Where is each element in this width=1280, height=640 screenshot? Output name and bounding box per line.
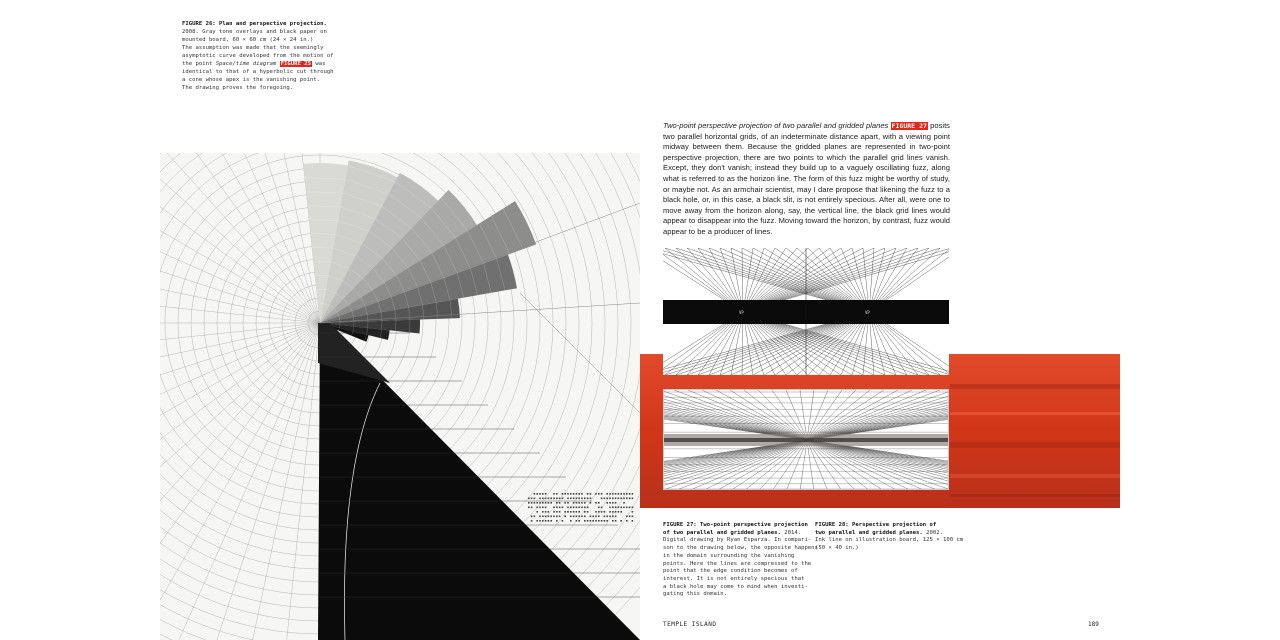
- annotation-dot: [562, 493, 564, 495]
- annotation-dot: [584, 516, 586, 518]
- radial-line: [160, 323, 320, 533]
- annotation-dot: [539, 507, 541, 509]
- annotation-dot: [584, 502, 586, 504]
- grid-line: [807, 390, 949, 440]
- annotation-dot: [570, 507, 572, 509]
- grid-line: [664, 390, 807, 440]
- annotation-dot: [584, 507, 586, 509]
- caption-line: points. Here the lines are compressed to the: [663, 560, 812, 567]
- grid-line: [800, 390, 807, 440]
- annotation-dot: [567, 511, 569, 513]
- annotation-dot: [548, 502, 550, 504]
- annotation-dot: [623, 498, 625, 500]
- annotation-dot: [615, 502, 617, 504]
- annotation-dot: [587, 498, 589, 500]
- annotation-dot: [576, 493, 578, 495]
- annotation-dot: [620, 507, 622, 509]
- annotation-dot: [609, 502, 611, 504]
- annotation-dot: [562, 507, 564, 509]
- annotation-dot: [548, 511, 550, 513]
- annotation-dot: [567, 502, 569, 504]
- annotation-dot: [626, 493, 628, 495]
- annotation-dot: [536, 507, 538, 509]
- annotation-dot: [581, 493, 583, 495]
- annotation-dot: [615, 493, 617, 495]
- radial-line: [160, 153, 320, 323]
- figure-27-caption: FIGURE 27: Two-point perspective projection of two parallel and gridded planes. 2014. Digital drawing by Ryan Esparza. In compari- son to the drawing below, the opposite happens in the domain surrounding the vanishing points. Here the lines are compressed to the point that the edge condition becomes of interest. It is not entirely specious that a black hole may come to mind when investi- gating this domain.: [663, 522, 818, 598]
- grid-line: [664, 390, 807, 440]
- annotation-dot: [545, 507, 547, 509]
- annotation-dot: [604, 516, 606, 518]
- annotation-dot: [604, 520, 606, 522]
- grid-line: [664, 390, 807, 440]
- annotation-dot: [576, 520, 578, 522]
- annotation-dot: [632, 516, 634, 518]
- annotation-dot: [587, 493, 589, 495]
- radial-line: [160, 153, 320, 323]
- annotation-dot: [534, 502, 536, 504]
- annotation-dot: [598, 520, 600, 522]
- radial-line: [160, 153, 320, 323]
- annotation-dot: [567, 493, 569, 495]
- annotation-dot: [626, 516, 628, 518]
- annotation-dot: [587, 507, 589, 509]
- annotation-dot: [612, 507, 614, 509]
- annotation-dot: [623, 502, 625, 504]
- annotation-dot: [595, 493, 597, 495]
- annotation-dot: [576, 516, 578, 518]
- annotation-dot: [576, 498, 578, 500]
- annotation-dot: [553, 498, 555, 500]
- annotation-dot: [576, 511, 578, 513]
- radial-line: [160, 153, 320, 323]
- annotation-dot: [618, 507, 620, 509]
- annotation-dot: [550, 498, 552, 500]
- annotation-dot: [606, 516, 608, 518]
- horizon-core: [664, 438, 949, 442]
- radial-line: [160, 323, 320, 640]
- grid-line: [807, 390, 949, 440]
- grid-line: [807, 390, 949, 440]
- annotation-dot: [573, 516, 575, 518]
- caption-line: asymptotic curve developed from the motion of: [182, 53, 334, 59]
- grid-line: [664, 390, 807, 440]
- annotation-dot: [564, 502, 566, 504]
- annotation-dot: [534, 498, 536, 500]
- annotation-dot: [559, 516, 561, 518]
- essay-paragraph: [663, 121, 950, 238]
- annotation-dot: [632, 520, 634, 522]
- annotation-dot: [578, 502, 580, 504]
- annotation-dot: [598, 511, 600, 513]
- annotation-dot: [578, 511, 580, 513]
- annotation-dot: [609, 493, 611, 495]
- annotation-dot: [629, 507, 631, 509]
- annotation-dot: [567, 498, 569, 500]
- caption-line: son to the drawing below, the opposite happens: [663, 545, 818, 552]
- caption-line: 2008. Gray tone overlays and black paper on: [182, 29, 327, 35]
- annotation-dot: [556, 493, 558, 495]
- annotation-dot: [556, 498, 558, 500]
- annotation-dot: [578, 493, 580, 495]
- radial-line: [160, 153, 320, 323]
- annotation-dot: [550, 520, 552, 522]
- annotation-dot: [564, 516, 566, 518]
- grid-line: [664, 390, 807, 440]
- caption-line-with-ref: the point Space/time diagram FIGURE 25 was: [182, 61, 326, 67]
- vp-label-left: VP: [739, 310, 744, 315]
- grid-line: [664, 390, 807, 440]
- radial-line: [160, 153, 320, 323]
- annotation-dot: [528, 498, 530, 500]
- annotation-dot: [620, 493, 622, 495]
- figure-28-title: FIGURE 28: Perspective projection of: [815, 522, 937, 528]
- annotation-dot: [590, 498, 592, 500]
- figure-28-caption: FIGURE 28: Perspective projection of two parallel and gridded planes. 2002. Ink line on illustration board, 125 × 100 cm (50 × 40 in.): [815, 522, 964, 552]
- figure-27-title: FIGURE 27: Two-point perspective projection: [663, 522, 808, 528]
- figure-26-drawing: [160, 153, 640, 640]
- radial-line: [160, 153, 320, 323]
- annotation-dot: [542, 493, 544, 495]
- annotation-dot: [542, 516, 544, 518]
- annotation-dot: [562, 520, 564, 522]
- annotation-dot: [531, 498, 533, 500]
- annotation-dot: [587, 511, 589, 513]
- annotation-dot: [618, 498, 620, 500]
- annotation-dot: [553, 511, 555, 513]
- annotation-dot: [542, 498, 544, 500]
- annotation-dot: [576, 502, 578, 504]
- annotation-dot: [606, 520, 608, 522]
- figure-28-title-cont: two parallel and gridded planes.: [815, 529, 923, 536]
- figure-26-title: FIGURE 26: Plan and perspective projection.: [182, 21, 327, 27]
- annotation-dot: [559, 511, 561, 513]
- grid-line: [674, 390, 807, 440]
- annotation-dot: [615, 511, 617, 513]
- annotation-dot: [550, 502, 552, 504]
- annotation-dot: [556, 507, 558, 509]
- figure-27-title-cont: of two parallel and gridded planes.: [663, 529, 781, 536]
- annotation-dot: [539, 493, 541, 495]
- annotation-dot: [548, 516, 550, 518]
- radial-line: [190, 323, 320, 640]
- annotation-dot: [626, 498, 628, 500]
- annotation-dot: [559, 507, 561, 509]
- annotation-dot: [578, 498, 580, 500]
- grid-line: [664, 390, 807, 440]
- annotation-dot: [536, 502, 538, 504]
- grid-line: [807, 390, 949, 440]
- annotation-dot: [539, 516, 541, 518]
- grid-line: [807, 390, 949, 440]
- annotation-dot: [612, 498, 614, 500]
- annotation-dot: [609, 498, 611, 500]
- annotation-dot: [531, 502, 533, 504]
- annotation-dot: [612, 502, 614, 504]
- annotation-dot: [556, 520, 558, 522]
- caption-line: (50 × 40 in.): [815, 545, 859, 552]
- annotation-dot: [615, 520, 617, 522]
- annotation-dot: [531, 507, 533, 509]
- grid-line: [807, 390, 870, 440]
- caption-line: identical to that of a hyperbolic cut through: [182, 69, 334, 75]
- caption-line: in the domain surrounding the vanishing: [663, 552, 795, 559]
- annotation-dot: [584, 511, 586, 513]
- annotation-dot: [609, 516, 611, 518]
- annotation-dot: [573, 498, 575, 500]
- grid-line: [664, 390, 807, 440]
- annotation-dot: [556, 511, 558, 513]
- figure-reference: FIGURE 27: [891, 122, 927, 130]
- annotation-dot: [606, 498, 608, 500]
- essay-italic-lead: Two-point perspective projection of two parallel and gridded planes: [663, 121, 889, 130]
- radial-line: [160, 323, 320, 640]
- annotation-dot: [542, 502, 544, 504]
- annotation-dot: [573, 493, 575, 495]
- annotation-dot: [573, 502, 575, 504]
- figure-26-caption: [182, 20, 332, 92]
- annotation-dot: [629, 516, 631, 518]
- annotation-dot: [595, 520, 597, 522]
- annotation-dot: [536, 493, 538, 495]
- annotation-dot: [564, 511, 566, 513]
- annotation-dot: [550, 516, 552, 518]
- annotation-dot: [536, 520, 538, 522]
- annotation-dot: [578, 520, 580, 522]
- annotation-dot: [629, 498, 631, 500]
- annotation-dot: [581, 507, 583, 509]
- annotation-dot: [595, 511, 597, 513]
- annotation-dot: [612, 520, 614, 522]
- annotation-dot: [601, 511, 603, 513]
- annotation-dot: [576, 507, 578, 509]
- annotation-dot: [612, 511, 614, 513]
- radial-line: [160, 323, 320, 570]
- grid-line: [807, 390, 940, 440]
- annotation-dot: [612, 493, 614, 495]
- vp-label-right: VP: [865, 310, 870, 315]
- annotation-dot: [559, 502, 561, 504]
- annotation-dot: [606, 502, 608, 504]
- annotation-dot: [534, 516, 536, 518]
- annotation-dot: [570, 493, 572, 495]
- grid-line: [807, 390, 949, 440]
- figure-27-image: [663, 248, 949, 375]
- annotation-dot: [587, 520, 589, 522]
- annotation-dot: [590, 502, 592, 504]
- annotation-dot: [592, 516, 594, 518]
- caption-line: The drawing proves the foregoing.: [182, 85, 294, 91]
- annotation-dot: [601, 520, 603, 522]
- annotation-dot: [604, 511, 606, 513]
- annotation-dot: [609, 507, 611, 509]
- grid-line: [664, 390, 807, 440]
- annotation-dot: [562, 498, 564, 500]
- figure-reference: FIGURE 25: [280, 61, 311, 67]
- annotation-dot: [626, 520, 628, 522]
- grid-line: [807, 390, 814, 440]
- annotation-dot: [618, 493, 620, 495]
- annotation-dot: [545, 493, 547, 495]
- caption-line: gating this domain.: [663, 591, 727, 598]
- annotation-dot: [626, 507, 628, 509]
- radial-line: [160, 153, 320, 323]
- annotation-dot: [629, 493, 631, 495]
- annotation-dot: [539, 502, 541, 504]
- annotation-dot: [606, 493, 608, 495]
- annotation-dot: [539, 498, 541, 500]
- annotation-dot: [581, 502, 583, 504]
- caption-line: The assumption was made that the seemingly: [182, 45, 324, 51]
- annotation-dot: [609, 511, 611, 513]
- annotation-dot: [615, 507, 617, 509]
- annotation-dot: [620, 498, 622, 500]
- figure-28-image: [663, 389, 949, 490]
- grid-line: [664, 390, 807, 440]
- grid-line: [664, 390, 807, 440]
- annotation-dot: [542, 520, 544, 522]
- annotation-dot: [595, 502, 597, 504]
- page-number: 189: [1088, 621, 1099, 628]
- annotation-dot: [581, 498, 583, 500]
- caption-line: interest. It is not entirely specious that: [663, 575, 805, 582]
- annotation-dot: [545, 502, 547, 504]
- annotation-dot: [578, 507, 580, 509]
- grid-line: [664, 390, 807, 440]
- annotation-dot: [536, 511, 538, 513]
- radial-line: [160, 323, 320, 494]
- annotation-dot: [620, 511, 622, 513]
- grid-line: [807, 390, 949, 440]
- grid-line: [807, 390, 949, 440]
- two-point-perspective-grid: [663, 248, 949, 375]
- annotation-dot: [570, 520, 572, 522]
- annotation-dot: [598, 507, 600, 509]
- annotation-dot: [545, 498, 547, 500]
- grid-line: [807, 390, 949, 440]
- annotation-dot: [531, 520, 533, 522]
- annotation-dot: [595, 516, 597, 518]
- caption-line: a cone whose apex is the vanishing point.: [182, 77, 321, 83]
- annotation-dot: [612, 516, 614, 518]
- annotation-dot: [545, 520, 547, 522]
- annotation-dot: [542, 507, 544, 509]
- annotation-dot: [623, 493, 625, 495]
- annotation-dot: [539, 520, 541, 522]
- annotation-dot: [623, 507, 625, 509]
- annotation-dot: [545, 516, 547, 518]
- annotation-dot: [542, 511, 544, 513]
- annotation-dot: [548, 520, 550, 522]
- annotation-dot: [618, 511, 620, 513]
- annotation-dot: [570, 498, 572, 500]
- annotation-dot: [584, 498, 586, 500]
- radial-line: [233, 323, 320, 640]
- grid-line: [807, 390, 949, 440]
- annotation-dot: [556, 502, 558, 504]
- annotation-dot: [573, 507, 575, 509]
- grid-line: [664, 390, 807, 440]
- radial-line: [160, 323, 320, 640]
- annotation-dot: [601, 493, 603, 495]
- annotation-dot: [553, 516, 555, 518]
- annotation-dot: [632, 498, 634, 500]
- annotation-dot: [590, 516, 592, 518]
- caption-line: point that the edge condition becomes of: [663, 568, 798, 575]
- annotation-dot: [553, 493, 555, 495]
- annotation-dot: [584, 520, 586, 522]
- annotation-dot: [578, 516, 580, 518]
- annotation-dot: [590, 520, 592, 522]
- annotation-dot: [528, 502, 530, 504]
- annotation-dot: [598, 516, 600, 518]
- annotation-dot: [559, 498, 561, 500]
- annotation-dot: [564, 493, 566, 495]
- annotation-dot: [601, 507, 603, 509]
- running-title: TEMPLE ISLAND: [663, 621, 717, 628]
- annotation-dot: [548, 498, 550, 500]
- grid-line: [664, 390, 807, 440]
- grid-line: [807, 390, 949, 440]
- annotation-dot: [592, 520, 594, 522]
- annotation-dot: [590, 493, 592, 495]
- grid-line: [807, 390, 949, 440]
- plan-perspective-drawing: [160, 153, 640, 640]
- annotation-dot: [528, 507, 530, 509]
- grid-line: [807, 390, 949, 440]
- caption-line: Digital drawing by Ryan Esparza. In compari-: [663, 537, 812, 544]
- grid-line: [744, 390, 807, 440]
- annotation-dot: [598, 502, 600, 504]
- annotation-dot: [556, 516, 558, 518]
- annotation-dot: [573, 511, 575, 513]
- annotation-dot: [620, 520, 622, 522]
- annotation-dot: [531, 516, 533, 518]
- annotation-dot: [632, 493, 634, 495]
- annotation-dot: [615, 516, 617, 518]
- radial-line: [190, 153, 320, 323]
- annotation-dot: [632, 507, 634, 509]
- grid-line: [664, 390, 807, 440]
- annotation-dot: [570, 516, 572, 518]
- annotation-dot: [553, 507, 555, 509]
- perspective-grid-drawing: [664, 390, 949, 490]
- grid-line: [807, 390, 949, 440]
- essay-body: posits two parallel horizontal grids, of an indeterminate distance apart, with a viewing point midway between them. Because the gridded planes are represented in two-point perspective projection, there are two points to which the parallel grid lines vanish. Except, they don't vanish; instead they build up to a vaguely oscillating fuzz, along what is referred to as the horizon line. The form of this fuzz might be worthy of study, or maybe not. As an armchair scientist, may I dare propose that likening the fuzz to a black hole, or, in this case, a black slit, is not entirely specious. After all, were one to move away from the horizon along, say, the vertical line, the black grid lines would appear to disappear into the fuzz. Moving toward the horizon, by contrast, fuzz would appear to be a producer of lines.: [663, 121, 950, 236]
- caption-line: a black hole may come to mind when investi-: [663, 583, 808, 590]
- annotation-dot: [601, 498, 603, 500]
- caption-line: Ink line on illustration board, 125 × 100 cm: [815, 537, 964, 544]
- annotation-dot: [598, 493, 600, 495]
- annotation-dot: [615, 498, 617, 500]
- annotation-dot: [545, 511, 547, 513]
- annotation-dot: [632, 511, 634, 513]
- annotation-dot: [581, 516, 583, 518]
- grid-line: [807, 390, 949, 440]
- annotation-dot: [567, 507, 569, 509]
- annotation-dot: [570, 511, 572, 513]
- annotation-dot: [534, 493, 536, 495]
- radial-line: [160, 323, 320, 604]
- caption-line: mounted board, 60 × 60 cm (24 × 24 in.): [182, 37, 314, 43]
- annotation-dot: [604, 498, 606, 500]
